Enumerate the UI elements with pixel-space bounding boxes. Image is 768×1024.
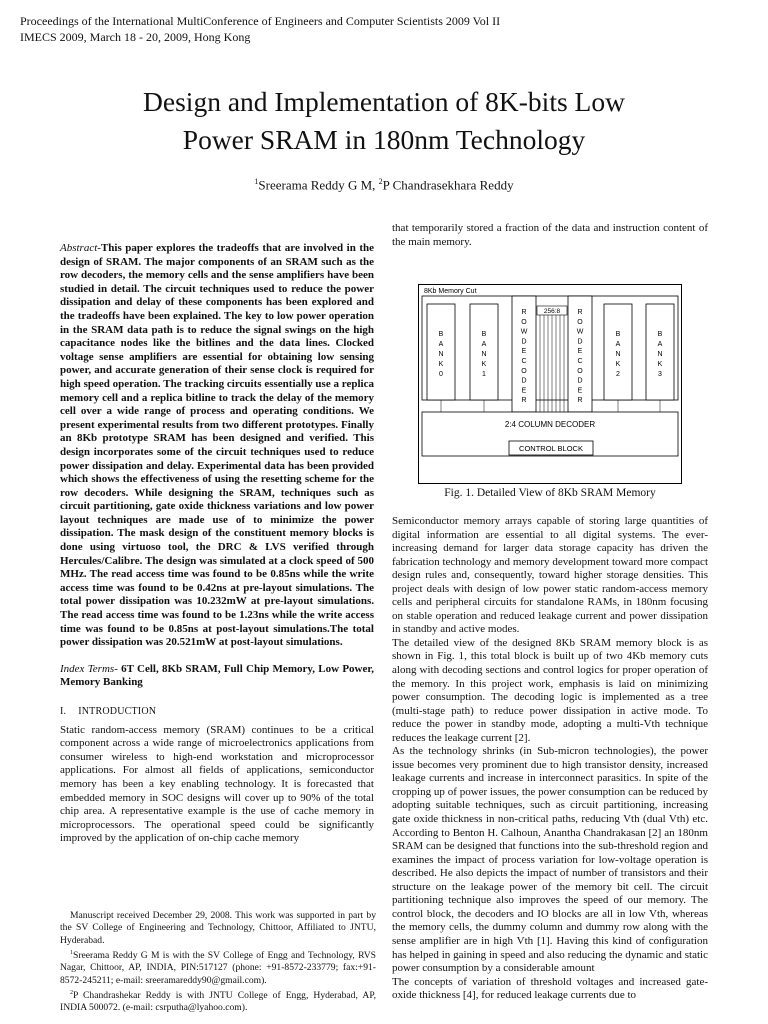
right-paragraph-1: Semiconductor memory arrays capable of storing large quantities of digital information are essential to all digital systems. The ever-increasing demand for larger data storage capacity has driven the fabrication technology and memory development toward more compact design rules and, consequently, toward higher storage densities. This project deals with design of low power static random-access memory cells and peripheral circuits for standalone RAMs, in 180nm focusing on stable operation and reduced leakage current and power dissipation in standby and active modes. <box>392 515 708 636</box>
footnote-mark-2: 2 <box>70 989 73 996</box>
footnote-manuscript: Manuscript received December 29, 2008. This work was supported in part by the SV College of Engineering and Technology, Chittoor, Affiliated to JNTU, Hyderabad. <box>60 910 376 946</box>
index-terms <box>60 663 374 690</box>
author2-mark: 2 <box>378 177 383 186</box>
footnote-author-1-text: Sreerama Reddy G M is with the SV College of Engg and Technology, RVS Nagar, Chittoor, AP, INDIA, PIN:517127 (phone: +91-8572-233779; fax:+91-8572-245211; e-mail: sreeramareddy90@gmail.com). <box>60 950 376 986</box>
memory-cut-label: 8Kb Memory Cut <box>424 288 477 295</box>
right-paragraph-3: As the technology shrinks (in Sub-micron technologies), the power issue becomes very prominent due to high transistor density, increased leakage currents and increase in interconnect parasitics. In spite of the cropping up of power issues, the power consumption can be reduced by adopting suitable techniques, such as circuit partitioning, increasing gate oxide thickness in non-critical paths, reducing Vth (dual Vth) etc. According to Benton H. Calhoun, Anantha Chandrakasan [2] an 180nm SRAM can be designed that functions into the sub-threshold region and examines the impact of process variation for low-voltage operation is described. He also depicts the impact of number of transistors and their structure on the leakage power of the memory bit cell. The circuit partitioning technique also improves the speed of our memory. The control block, the decoders and IO blocks are all in low Vth, whereas the memory cells, the dummy column and dummy row along with the sense amplifier are in high Vth [1]. Having this kind of configuration has helped in gaining in speed and also reducing the dynamic and static power consumption by a considerable amount <box>392 745 708 975</box>
footnote-author-2 <box>60 987 376 1015</box>
abstract-lead: Abstract- <box>60 242 101 254</box>
conference-header <box>20 13 500 45</box>
section-heading <box>60 705 374 719</box>
right-paragraph-2: The detailed view of the designed 8Kb SRAM memory block is as shown in Fig. 1, this total block is built up of two 4Kb memory cuts along with decoding sections and control logics for proper operation of the memory. In this project work, emphasis is laid on minimizing power consumption. The decoding logic is implemented as a tree (multi-stage path) to reduce power dissipation in active mode. To reduce the power in standby mode, adopting a multi-Vth technique reduces the leakage current [2]. <box>392 636 708 744</box>
right-column-body <box>392 515 708 1003</box>
right-column-continuation: that temporarily stored a fraction of the data and instruction content of the main memory. <box>392 222 708 248</box>
row-decoder-left-label: R O W D E C O D E R <box>520 309 528 405</box>
bank-1-label: B A N K 1 <box>481 331 487 378</box>
index-terms-lead: Index Terms- <box>60 662 118 675</box>
section-title: INTRODUCTION <box>78 706 157 717</box>
figure-sram-block-diagram <box>418 284 682 484</box>
author-2: P Chandrasekhara Reddy <box>382 177 514 193</box>
paper-title <box>0 83 768 159</box>
index-terms-text: 6T Cell, 8Kb SRAM, Full Chip Memory, Low Power, Memory Banking <box>60 662 374 689</box>
column-decoder-label: 2:4 COLUMN DECODER <box>504 420 596 429</box>
control-block-label: CONTROL BLOCK <box>519 444 583 453</box>
author-line <box>0 177 768 193</box>
footnote-mark-1: 1 <box>70 949 73 956</box>
bank-3-label: B A N K 3 <box>657 331 663 378</box>
left-column <box>60 242 374 846</box>
title-line-1: Design and Implementation of 8K-bits Low <box>143 86 625 117</box>
introduction-paragraph: Static random-access memory (SRAM) continues to be a critical component across a wide range of microelectronics applications from consumer wireless to high-end workstation and microprocessor applications. For almost all fields of applications, semiconductor memory has been a key enabling technology. It is forecasted that embedded memory in SOC designs will cover up to 90% of the total chip area. A representative example is the use of cache memory in microprocessors. The operational speed could be significantly improved by the application of on-chip cache memory <box>60 723 374 845</box>
right-paragraph-4: The concepts of variation of threshold voltages and increased gate-oxide thickness [4], for reduced leakage currents due to <box>392 975 708 1002</box>
row-decoder-right-label: R O W D E C O D E R <box>576 309 584 405</box>
abstract-text: This paper explores the tradeoffs that are involved in the design of SRAM. The major components of an SRAM such as the row decoders, the memory cells and the sense amplifiers have been studied in detail. The circuit techniques used to reduce the power dissipation and delay of these components has been explored and the tradeoffs have been explained. The key to low power operation in the SRAM data path is to reduce the signal swings on the high capacitance nodes like the bitlines and the data lines. Clocked voltage sense amplifiers are essential for obtaining low sensing power, and accurate generation of their sense clock is required for high speed operation. The tracking circuits essentially use a replica memory cell and a replica bitline to track the delay of the memory cell over a wide range of process and operating conditions. We present experimental results from two different prototypes. Finally an 8Kb prototype SRAM has been designed and verified. This design incorporates some of the circuit techniques used to reduce power dissipation and delay. Experimental data has been provided which shows the effectiveness of using the resetting scheme for the row decoders. While designing the SRAM, techniques such as circuit partitioning, gate oxide thickness variations and low power layout techniques are made use of to minimize the power dissipation. The mask design of the constituent memory blocks is done using virtuoso tool, the DRC & LVS verified through Hercules/Calibre. The design was simulated at a clock speed of 500 MHz. The read access time was found to be 0.85ns while the write access time was found to be 0.42ns at pre-layout simulations. The total power dissipation was 10.232mW at pre-layout simulations. The read access time was found to be 1.23ns while the write access time was found to be 0.85ns at post-layout simulations.The total power dissipation was 20.521mW at post-layout simulations. <box>60 242 374 649</box>
header-line-2: IMECS 2009, March 18 - 20, 2009, Hong Kong <box>20 30 251 44</box>
author1-mark: 1 <box>254 177 259 186</box>
bank-0-label: B A N K 0 <box>438 331 444 378</box>
header-line-1: Proceedings of the International MultiConference of Engineers and Computer Scientists 2009 Vol II <box>20 14 501 28</box>
bank-2-label: B A N K 2 <box>615 331 621 378</box>
abstract <box>60 242 374 650</box>
author-1: Sreerama Reddy G M, <box>258 177 379 193</box>
section-number: I. <box>60 706 67 717</box>
mux-label: 256:8 <box>543 308 561 315</box>
footnote-author-2-text: P Chandrashekar Reddy is with JNTU College of Engg, Hyderabad, AP, INDIA 500072. (e-mail: csrputha@lyahoo.com). <box>60 990 376 1014</box>
title-line-2: Power SRAM in 180nm Technology <box>182 124 586 155</box>
footnotes <box>60 910 376 1015</box>
footnote-author-1 <box>60 947 376 987</box>
sram-diagram-svg <box>418 284 682 484</box>
right-column-top <box>392 222 708 249</box>
figure-caption: Fig. 1. Detailed View of 8Kb SRAM Memory <box>444 487 656 499</box>
